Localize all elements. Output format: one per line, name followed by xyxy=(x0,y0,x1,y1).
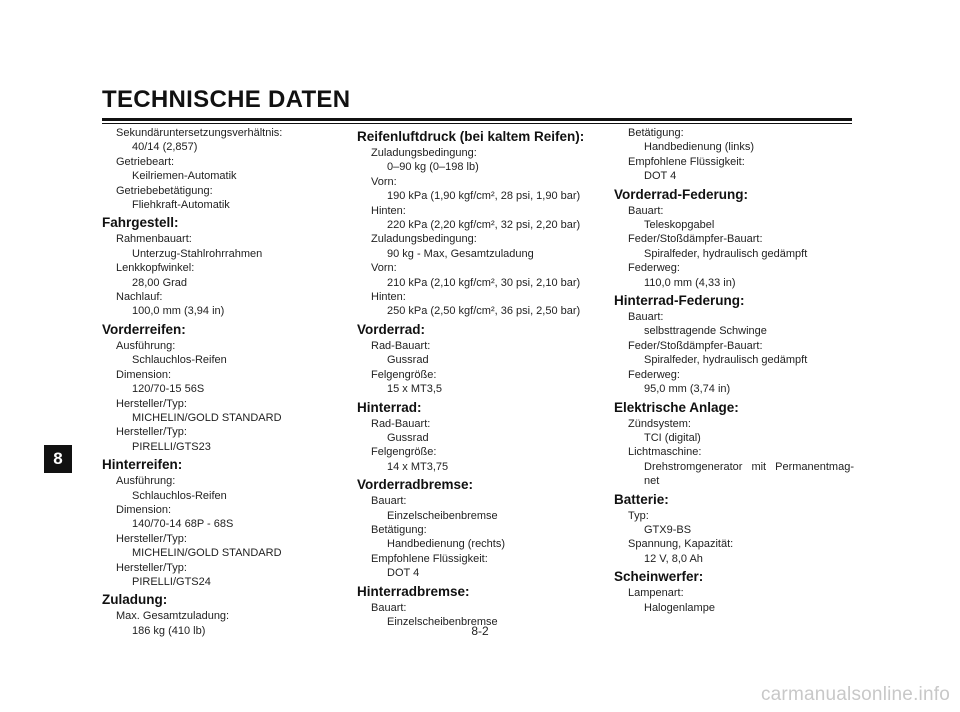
spec-section xyxy=(357,583,595,630)
spec-label: Federweg: xyxy=(628,262,680,275)
spec-value: 120/70-15 56S xyxy=(132,383,205,396)
spec-label: Sekundäruntersetzungsverhältnis: xyxy=(116,127,283,139)
spec-value: Gussrad xyxy=(387,354,429,367)
spec-section xyxy=(102,321,327,454)
spec-label: Bauart: xyxy=(371,495,407,508)
section-heading: Hinterrad: xyxy=(357,399,422,415)
spec-label: Vorn: xyxy=(371,262,397,275)
spec-label: Lichtmaschine: xyxy=(628,446,702,459)
spec-value: 186 kg (410 lb) xyxy=(132,624,206,637)
spec-value: net xyxy=(644,475,660,488)
spec-label: Federweg: xyxy=(628,368,680,381)
spec-label: Rad-Bauart: xyxy=(371,339,431,352)
spec-section xyxy=(102,126,327,212)
spec-label: Dimension: xyxy=(116,368,172,381)
spec-label: Hersteller/Typ: xyxy=(116,397,187,410)
section-heading: Vorderrad: xyxy=(357,321,426,337)
page-title: TECHNISCHE DATEN xyxy=(102,86,351,113)
spec-value: TCI (digital) xyxy=(644,431,701,444)
spec-value: DOT 4 xyxy=(387,567,420,580)
title-rule-thin xyxy=(102,123,852,124)
spec-label: Bauart: xyxy=(628,311,664,324)
spec-value: PIRELLI/GTS23 xyxy=(132,440,211,453)
spec-column-3 xyxy=(614,126,854,615)
spec-section xyxy=(357,399,595,475)
spec-value: 15 x MT3,5 xyxy=(387,383,443,396)
section-heading: Hinterreifen: xyxy=(102,457,183,473)
spec-label: Feder/Stoßdämpfer-Bauart: xyxy=(628,339,763,352)
spec-label: Getriebebetätigung: xyxy=(116,184,213,197)
spec-value: 90 kg - Max, Gesamtzuladung xyxy=(387,247,534,260)
spec-label: Hinten: xyxy=(371,291,406,304)
spec-label: Empfohlene Flüssigkeit: xyxy=(371,552,488,565)
spec-section xyxy=(614,186,854,290)
spec-value: 100,0 mm (3,94 in) xyxy=(132,305,225,318)
spec-value: 250 kPa (2,50 kgf/cm², 36 psi, 2,50 bar) xyxy=(387,305,581,318)
spec-label: Bauart: xyxy=(371,601,407,614)
spec-label: Hinten: xyxy=(371,204,406,217)
spec-value: Spiralfeder, hydraulisch gedämpft xyxy=(644,354,808,367)
section-heading: Hinterrad-Federung: xyxy=(614,293,745,309)
spec-value: Schlauchlos-Reifen xyxy=(132,489,227,502)
spec-value: Einzelscheibenbremse xyxy=(387,615,498,628)
spec-section xyxy=(614,491,854,567)
spec-value: 140/70-14 68P - 68S xyxy=(132,518,234,531)
spec-label: Betätigung: xyxy=(628,127,684,139)
spec-value: Keilriemen-Automatik xyxy=(132,170,237,183)
spec-section xyxy=(102,456,327,589)
spec-label: Felgengröße: xyxy=(371,368,437,381)
spec-value: MICHELIN/GOLD STANDARD xyxy=(132,411,282,424)
spec-label: Betätigung: xyxy=(371,523,427,536)
spec-column-2 xyxy=(357,126,595,629)
spec-value: Unterzug-Stahlrohrrahmen xyxy=(132,247,263,260)
spec-value: 12 V, 8,0 Ah xyxy=(644,552,703,565)
section-heading: Scheinwerfer: xyxy=(614,569,704,585)
section-heading: Vorderreifen: xyxy=(102,321,186,337)
spec-value: MICHELIN/GOLD STANDARD xyxy=(132,547,282,560)
spec-label: Ausführung: xyxy=(116,339,176,352)
section-heading: Zuladung: xyxy=(102,592,168,608)
section-heading: Vorderrad-Federung: xyxy=(614,186,749,202)
page-number: 8-2 xyxy=(471,624,489,638)
spec-label: Lampenart: xyxy=(628,587,684,600)
spec-section xyxy=(357,321,595,397)
spec-value: Halogenlampe xyxy=(644,601,715,614)
spec-value: 220 kPa (2,20 kgf/cm², 32 psi, 2,20 bar) xyxy=(387,219,581,232)
section-heading: Vorderradbremse: xyxy=(357,477,474,493)
spec-section xyxy=(614,292,854,396)
spec-value: Einzelscheibenbremse xyxy=(387,509,498,522)
spec-value: 190 kPa (1,90 kgf/cm², 28 psi, 1,90 bar) xyxy=(387,190,581,203)
spec-label: Spannung, Kapazität: xyxy=(628,538,734,551)
spec-label: Feder/Stoßdämpfer-Bauart: xyxy=(628,233,763,246)
spec-label: Rad-Bauart: xyxy=(371,417,431,430)
spec-value: GTX9-BS xyxy=(644,523,692,536)
spec-value: selbsttragende Schwinge xyxy=(644,325,767,338)
spec-label: Getriebeart: xyxy=(116,155,175,168)
spec-value: Handbedienung (rechts) xyxy=(387,538,506,551)
spec-label: Zündsystem: xyxy=(628,417,691,430)
spec-value: 28,00 Grad xyxy=(132,276,188,289)
spec-value: DOT 4 xyxy=(644,170,677,183)
spec-value: Teleskopgabel xyxy=(644,219,715,232)
spec-section xyxy=(614,399,854,489)
spec-column-1 xyxy=(102,126,327,638)
spec-section xyxy=(357,476,595,580)
section-heading: Reifenluftdruck (bei kaltem Reifen): xyxy=(357,129,585,144)
spec-label: Empfohlene Flüssigkeit: xyxy=(628,155,745,168)
spec-value: PIRELLI/GTS24 xyxy=(132,575,211,588)
spec-label: Felgengröße: xyxy=(371,446,437,459)
spec-value: 40/14 (2,857) xyxy=(132,141,198,154)
chapter-tab xyxy=(44,445,72,473)
spec-label: Ausführung: xyxy=(116,475,176,488)
spec-label: Vorn: xyxy=(371,175,397,188)
spec-value: Handbedienung (links) xyxy=(644,141,755,154)
spec-value: 210 kPa (2,10 kgf/cm², 30 psi, 2,10 bar) xyxy=(387,276,581,289)
spec-value: Fliehkraft-Automatik xyxy=(132,199,230,212)
spec-label: Max. Gesamtzuladung: xyxy=(116,610,230,623)
spec-section xyxy=(102,214,327,318)
spec-label: Dimension: xyxy=(116,503,172,516)
spec-value: Schlauchlos-Reifen xyxy=(132,354,227,367)
spec-label: Bauart: xyxy=(628,204,664,217)
section-heading: Hinterradbremse: xyxy=(357,583,470,599)
spec-value: 110,0 mm (4,33 in) xyxy=(644,276,736,289)
spec-value: 0–90 kg (0–198 lb) xyxy=(387,161,479,174)
chapter-number: 8 xyxy=(53,449,63,468)
spec-label: Hersteller/Typ: xyxy=(116,532,187,545)
spec-label: Typ: xyxy=(628,509,649,522)
spec-section xyxy=(357,128,595,319)
title-rule-thick xyxy=(102,118,852,121)
spec-value: 95,0 mm (3,74 in) xyxy=(644,383,731,396)
spec-label: Nachlauf: xyxy=(116,291,163,304)
section-heading: Elektrische Anlage: xyxy=(614,399,739,415)
section-heading: Batterie: xyxy=(614,491,669,507)
spec-section xyxy=(614,126,854,184)
spec-value: 14 x MT3,75 xyxy=(387,460,449,473)
spec-value: Spiralfeder, hydraulisch gedämpft xyxy=(644,247,808,260)
spec-section xyxy=(614,568,854,615)
spec-label: Lenkkopfwinkel: xyxy=(116,262,195,275)
section-heading: Fahrgestell: xyxy=(102,215,179,231)
spec-label: Hersteller/Typ: xyxy=(116,426,187,439)
spec-value: Gussrad xyxy=(387,431,429,444)
spec-label: Rahmenbauart: xyxy=(116,233,192,246)
spec-label: Hersteller/Typ: xyxy=(116,561,187,574)
spec-label: Zuladungsbedingung: xyxy=(371,233,477,246)
watermark: carmanualsonline.info xyxy=(760,684,950,705)
spec-value: Drehstromgenerator mit Permanentmag- xyxy=(644,460,854,473)
spec-label: Zuladungsbedingung: xyxy=(371,147,477,159)
